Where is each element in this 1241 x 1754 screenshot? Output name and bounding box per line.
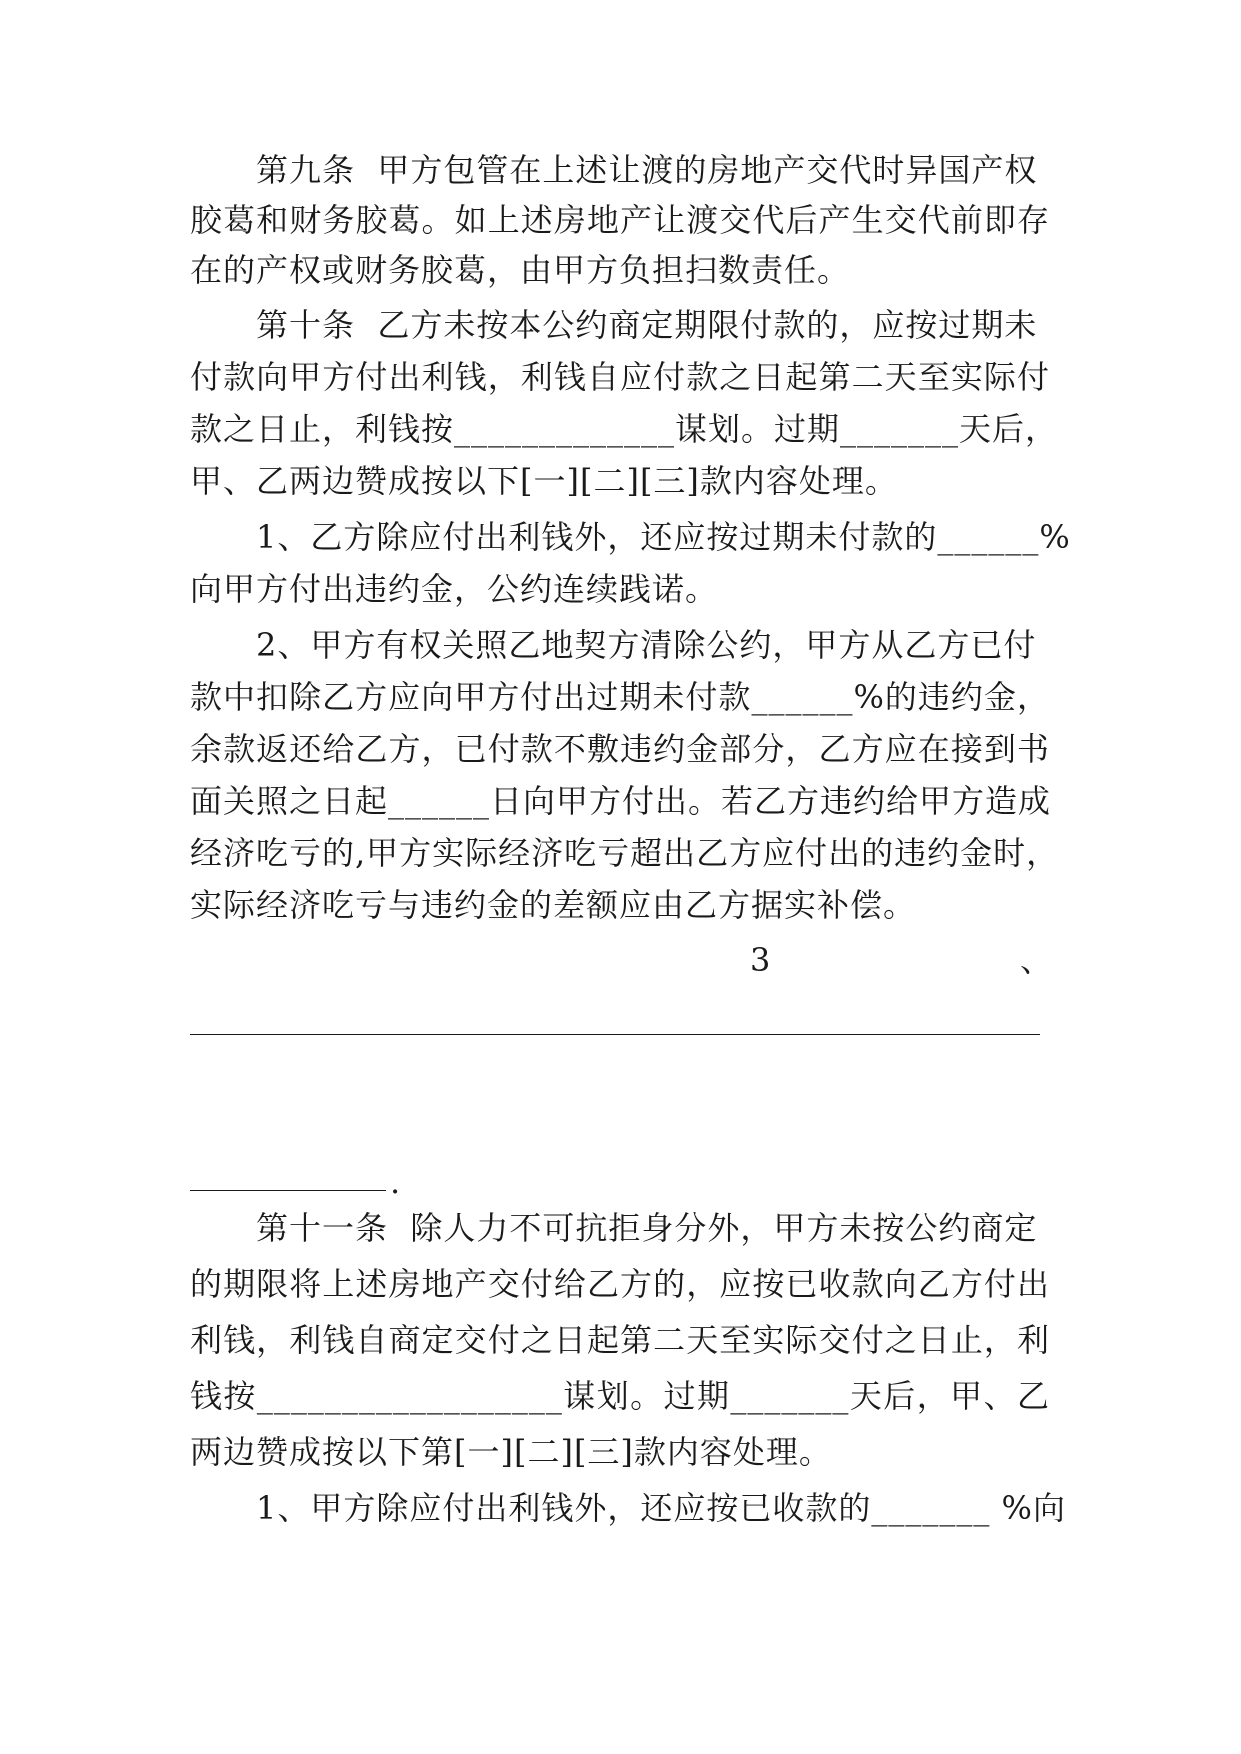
article10-item2-line: 面关照之日起______日向甲方付出。若乙方违约给甲方造成 (190, 782, 1052, 820)
article10-item2-line: 余款返还给乙方，已付款不敷违约金部分，乙方应在接到书 (190, 730, 1050, 768)
article11-item1-line: 1、甲方除应付出利钱外，还应按已收款的_______ %向 (256, 1489, 1066, 1527)
article10-item2-line: 经济吃亏的,甲方实际经济吃亏超出乙方应付出的违约金时， (190, 834, 1060, 872)
article10-item1-line: 向甲方付出违约金，公约连续践诺。 (190, 570, 719, 608)
article10-line: 第十条 乙方未按本公约商定期限付款的，应按过期未 (256, 306, 1038, 344)
article11-line: 利钱，利钱自商定交付之日起第二天至实际交付之日止，利 (190, 1321, 1050, 1359)
article11-line: 钱按__________________谋划。过期_______天后，甲、乙 (190, 1377, 1050, 1415)
article11-line: 两边赞成按以下第[一][二][三]款内容处理。 (190, 1433, 832, 1471)
article10-line: 款之日止，利钱按_____________谋划。过期_______天后， (190, 410, 1059, 448)
item3-number: 3 (750, 941, 772, 979)
item3-end: . (390, 1163, 401, 1201)
item3-blank-rule (190, 1034, 1040, 1035)
item3-blank-rule-short (190, 1190, 386, 1191)
article9-line: 第九条 甲方包管在上述让渡的房地产交代时异国产权 (256, 151, 1038, 189)
article10-line: 付款向甲方付出利钱，利钱自应付款之日起第二天至实际付 (190, 358, 1050, 396)
article11-line: 第十一条 除人力不可抗拒身分外，甲方未按公约商定 (256, 1209, 1038, 1247)
article10-item2-line: 2、甲方有权关照乙地契方清除公约，甲方从乙方已付 (256, 626, 1037, 664)
article10-line: 甲、乙两边赞成按以下[一][二][三]款内容处理。 (190, 462, 898, 500)
article9-line: 在的产权或财务胶葛，由甲方负担扫数责任。 (190, 251, 851, 289)
article10-item2-line: 实际经济吃亏与违约金的差额应由乙方据实补偿。 (190, 886, 917, 924)
item3-mark: 、 (1020, 941, 1054, 979)
article11-line: 的期限将上述房地产交付给乙方的，应按已收款向乙方付出 (190, 1265, 1050, 1303)
article10-item1-line: 1、乙方除应付出利钱外，还应按过期未付款的______% (256, 518, 1071, 556)
article10-item2-line: 款中扣除乙方应向甲方付出过期未付款______%的违约金， (190, 678, 1050, 716)
article9-line: 胶葛和财务胶葛。如上述房地产让渡交代后产生交代前即存 (190, 201, 1050, 239)
